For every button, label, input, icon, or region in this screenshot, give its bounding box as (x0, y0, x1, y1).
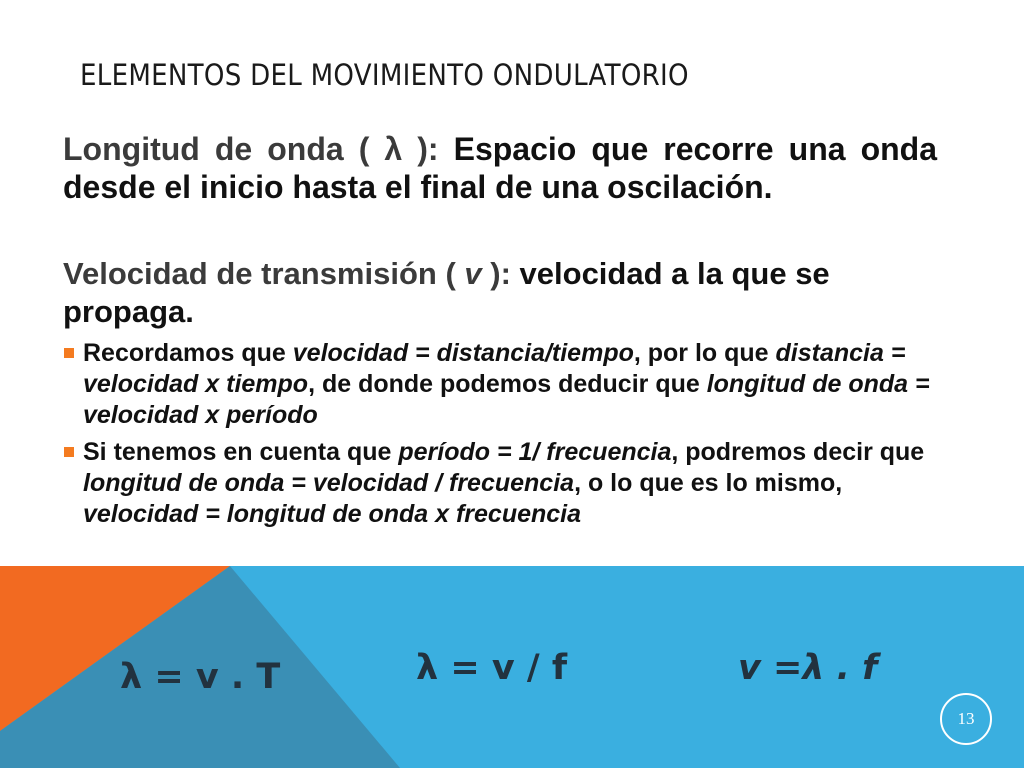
bullet1-italic-2: distancia = velocidad x tiempo (83, 339, 906, 398)
bullet-item-2 (63, 437, 943, 530)
velocity-label-end: ): (481, 256, 511, 291)
slide-title: ELEMENTOS DEL MOVIMIENTO ONDULATORIO (80, 58, 689, 92)
bullet2-italic-1: período = 1/ frecuencia (398, 438, 672, 466)
bullet2-text-3: , o lo que es lo mismo, (574, 469, 843, 497)
bullet1-text-3: , de donde podemos deducir que (308, 370, 707, 398)
bullet2-italic-2: longitud de onda = velocidad / frecuencia (83, 469, 575, 497)
velocity-label (63, 256, 511, 291)
velocity-symbol: v (464, 256, 482, 291)
bullet2-italic-3: velocidad = longitud de onda x frecuencia (83, 500, 582, 528)
velocity-definition: velocidad a la que se propaga. (63, 256, 830, 329)
formula-wavelength-period: λ = v . T (120, 657, 281, 697)
page-number: 13 (957, 709, 975, 728)
bullet2-text-1: Si tenemos en cuenta que (83, 438, 399, 466)
bullet-list (63, 338, 943, 536)
bullet-square-icon (64, 348, 74, 358)
velocity-label-start: Velocidad de transmisión ( (63, 256, 456, 291)
bullet2-text-2: , podremos decir que (671, 438, 925, 466)
bullet1-text-1: Recordamos que (83, 339, 293, 367)
wavelength-definition: Espacio que recorre una onda desde el inicio hasta el final de una oscilación. (63, 131, 938, 205)
bullet1-italic-1: velocidad = distancia/tiempo (292, 339, 634, 367)
paragraph-velocity (63, 255, 937, 331)
bullet1-italic-3: longitud de onda = velocidad x período (83, 370, 930, 429)
page-number-badge (940, 693, 992, 745)
paragraph-wavelength (63, 130, 937, 206)
bullet-item-1 (63, 338, 943, 431)
formula-wavelength-frequency: λ = v / f (416, 648, 568, 688)
wavelength-label: Longitud de onda ( λ ): (63, 131, 439, 167)
bullet-square-icon (64, 447, 74, 457)
bullet1-text-2: , por lo que (633, 339, 776, 367)
formula-velocity: v =λ . f (738, 648, 878, 688)
